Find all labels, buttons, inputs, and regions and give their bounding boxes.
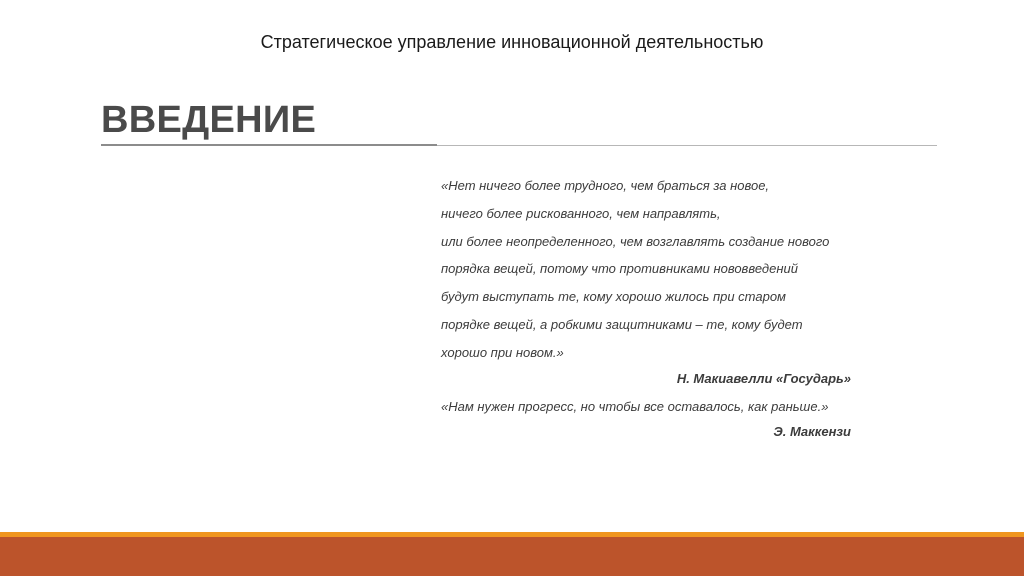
- slide-title: ВВЕДЕНИЕ: [101, 99, 317, 141]
- quote-line: порядке вещей, а робкими защитниками – те, кому будет: [441, 317, 803, 332]
- footer-bar: [0, 537, 1024, 576]
- quote-line: будут выступать те, кому хорошо жилось при старом: [441, 289, 786, 304]
- quote-line: «Нет ничего более трудного, чем браться за новое,: [441, 178, 770, 193]
- quote-line: «Нам нужен прогресс, но чтобы все оставалось, как раньше.»: [441, 399, 829, 414]
- quote-author: Н. Макиавелли «Государь»: [676, 371, 851, 386]
- quote-line: хорошо при новом.»: [441, 345, 564, 360]
- title-divider-accent: [101, 144, 437, 146]
- quote-block: [441, 178, 851, 452]
- quote-line: ничего более рискованного, чем направлять,: [441, 206, 721, 221]
- quote-line: порядка вещей, потому что противниками нововведений: [441, 261, 798, 276]
- header-title: Стратегическое управление инновационной деятельностью: [260, 32, 764, 52]
- quote-author: Э. Маккензи: [773, 424, 851, 439]
- quote-line: или более неопределенного, чем возглавлять создание нового: [441, 234, 830, 249]
